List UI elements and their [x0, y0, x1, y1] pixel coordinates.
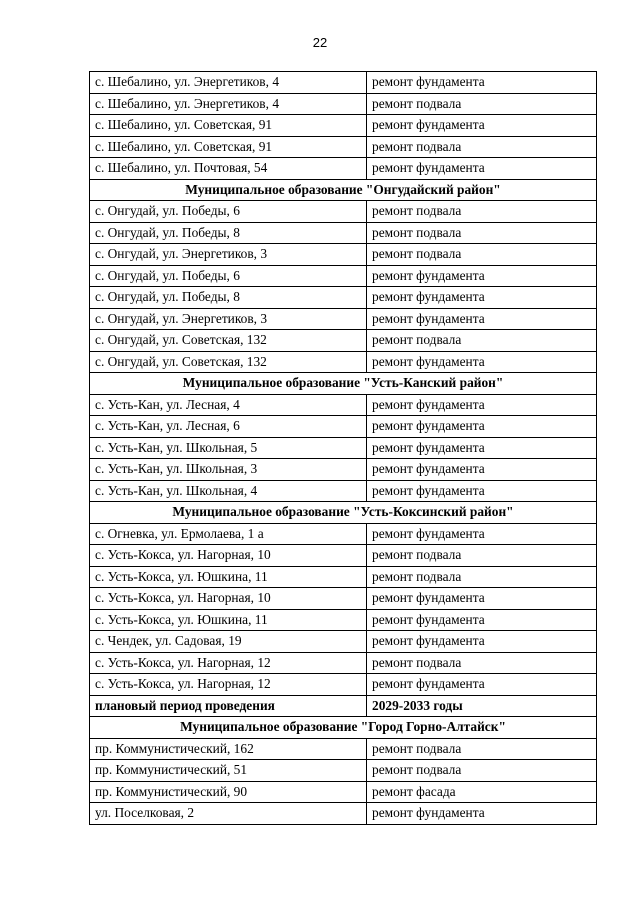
section-title: Муниципальное образование "Онгудайский район" — [90, 179, 597, 201]
address-cell: с. Усть-Кокса, ул. Нагорная, 10 — [90, 588, 367, 610]
table-row — [90, 588, 597, 610]
address-cell: с. Усть-Кан, ул. Школьная, 3 — [90, 459, 367, 481]
address-cell: с. Усть-Кан, ул. Школьная, 5 — [90, 437, 367, 459]
section-header-row — [90, 502, 597, 524]
address-cell: с. Усть-Кокса, ул. Нагорная, 12 — [90, 674, 367, 696]
table-row — [90, 566, 597, 588]
work-type-cell: ремонт фундамента — [367, 588, 597, 610]
section-title: Муниципальное образование "Усть-Канский район" — [90, 373, 597, 395]
work-type-cell: ремонт фундамента — [367, 416, 597, 438]
table-row — [90, 72, 597, 94]
table-row — [90, 674, 597, 696]
table-row — [90, 158, 597, 180]
page-number: 22 — [312, 35, 328, 50]
work-type-cell: ремонт фундамента — [367, 351, 597, 373]
address-cell: с. Онгудай, ул. Победы, 8 — [90, 287, 367, 309]
work-type-cell: ремонт подвала — [367, 136, 597, 158]
section-header-row — [90, 179, 597, 201]
table-row — [90, 523, 597, 545]
table-row — [90, 222, 597, 244]
table-row — [90, 351, 597, 373]
section-title: Муниципальное образование "Город Горно-Алтайск" — [90, 717, 597, 739]
address-cell: с. Огневка, ул. Ермолаева, 1 а — [90, 523, 367, 545]
address-cell: с. Шебалино, ул. Энергетиков, 4 — [90, 93, 367, 115]
work-type-cell: ремонт фундамента — [367, 803, 597, 825]
work-type-cell: ремонт фундамента — [367, 72, 597, 94]
work-type-cell: ремонт подвала — [367, 652, 597, 674]
address-cell: пр. Коммунистический, 90 — [90, 781, 367, 803]
work-type-cell: ремонт фундамента — [367, 158, 597, 180]
table-row — [90, 480, 597, 502]
table-row — [90, 631, 597, 653]
work-type-cell: ремонт фундамента — [367, 459, 597, 481]
repair-schedule-table — [89, 71, 597, 825]
work-type-cell: ремонт фундамента — [367, 674, 597, 696]
table-row — [90, 738, 597, 760]
work-type-cell: ремонт фундамента — [367, 287, 597, 309]
work-type-cell: ремонт подвала — [367, 760, 597, 782]
address-cell: с. Онгудай, ул. Победы, 6 — [90, 201, 367, 223]
address-cell: с. Усть-Кокса, ул. Юшкина, 11 — [90, 566, 367, 588]
table-row — [90, 201, 597, 223]
table-row — [90, 265, 597, 287]
table-row — [90, 93, 597, 115]
table-row — [90, 115, 597, 137]
table-row — [90, 803, 597, 825]
table-row — [90, 416, 597, 438]
table-row — [90, 308, 597, 330]
section-title: Муниципальное образование "Усть-Коксинский район" — [90, 502, 597, 524]
table-row — [90, 652, 597, 674]
work-type-cell: ремонт подвала — [367, 545, 597, 567]
work-type-cell: ремонт подвала — [367, 738, 597, 760]
planned-period-label: плановый период проведения — [90, 695, 367, 717]
address-cell: с. Усть-Кокса, ул. Нагорная, 12 — [90, 652, 367, 674]
work-type-cell: ремонт фундамента — [367, 523, 597, 545]
table-row — [90, 330, 597, 352]
work-type-cell: ремонт подвала — [367, 222, 597, 244]
work-type-cell: ремонт фундамента — [367, 394, 597, 416]
address-cell: ул. Поселковая, 2 — [90, 803, 367, 825]
work-type-cell: ремонт подвала — [367, 201, 597, 223]
planned-period-value: 2029-2033 годы — [367, 695, 597, 717]
table-row — [90, 459, 597, 481]
table-row — [90, 394, 597, 416]
work-type-cell: ремонт подвала — [367, 244, 597, 266]
address-cell: пр. Коммунистический, 51 — [90, 760, 367, 782]
address-cell: с. Онгудай, ул. Победы, 8 — [90, 222, 367, 244]
table-row — [90, 244, 597, 266]
address-cell: с. Усть-Кан, ул. Школьная, 4 — [90, 480, 367, 502]
address-cell: с. Шебалино, ул. Советская, 91 — [90, 115, 367, 137]
work-type-cell: ремонт фундамента — [367, 115, 597, 137]
work-type-cell: ремонт фундамента — [367, 265, 597, 287]
table-body — [90, 72, 597, 825]
work-type-cell: ремонт фундамента — [367, 480, 597, 502]
address-cell: с. Онгудай, ул. Победы, 6 — [90, 265, 367, 287]
work-type-cell: ремонт фундамента — [367, 609, 597, 631]
table-row — [90, 545, 597, 567]
address-cell: с. Усть-Кокса, ул. Юшкина, 11 — [90, 609, 367, 631]
table-row — [90, 781, 597, 803]
address-cell: с. Онгудай, ул. Энергетиков, 3 — [90, 308, 367, 330]
address-cell: с. Онгудай, ул. Энергетиков, 3 — [90, 244, 367, 266]
section-header-row — [90, 717, 597, 739]
address-cell: с. Онгудай, ул. Советская, 132 — [90, 351, 367, 373]
address-cell: с. Шебалино, ул. Почтовая, 54 — [90, 158, 367, 180]
address-cell: с. Усть-Кан, ул. Лесная, 4 — [90, 394, 367, 416]
address-cell: с. Усть-Кан, ул. Лесная, 6 — [90, 416, 367, 438]
table-row — [90, 609, 597, 631]
address-cell: с. Шебалино, ул. Советская, 91 — [90, 136, 367, 158]
table-row — [90, 136, 597, 158]
address-cell: с. Шебалино, ул. Энергетиков, 4 — [90, 72, 367, 94]
work-type-cell: ремонт фасада — [367, 781, 597, 803]
work-type-cell: ремонт подвала — [367, 93, 597, 115]
table-row — [90, 437, 597, 459]
work-type-cell: ремонт фундамента — [367, 437, 597, 459]
address-cell: с. Усть-Кокса, ул. Нагорная, 10 — [90, 545, 367, 567]
work-type-cell: ремонт подвала — [367, 330, 597, 352]
work-type-cell: ремонт подвала — [367, 566, 597, 588]
address-cell: пр. Коммунистический, 162 — [90, 738, 367, 760]
planned-period-row — [90, 695, 597, 717]
address-cell: с. Чендек, ул. Садовая, 19 — [90, 631, 367, 653]
section-header-row — [90, 373, 597, 395]
table-row — [90, 287, 597, 309]
address-cell: с. Онгудай, ул. Советская, 132 — [90, 330, 367, 352]
table-row — [90, 760, 597, 782]
work-type-cell: ремонт фундамента — [367, 631, 597, 653]
work-type-cell: ремонт фундамента — [367, 308, 597, 330]
